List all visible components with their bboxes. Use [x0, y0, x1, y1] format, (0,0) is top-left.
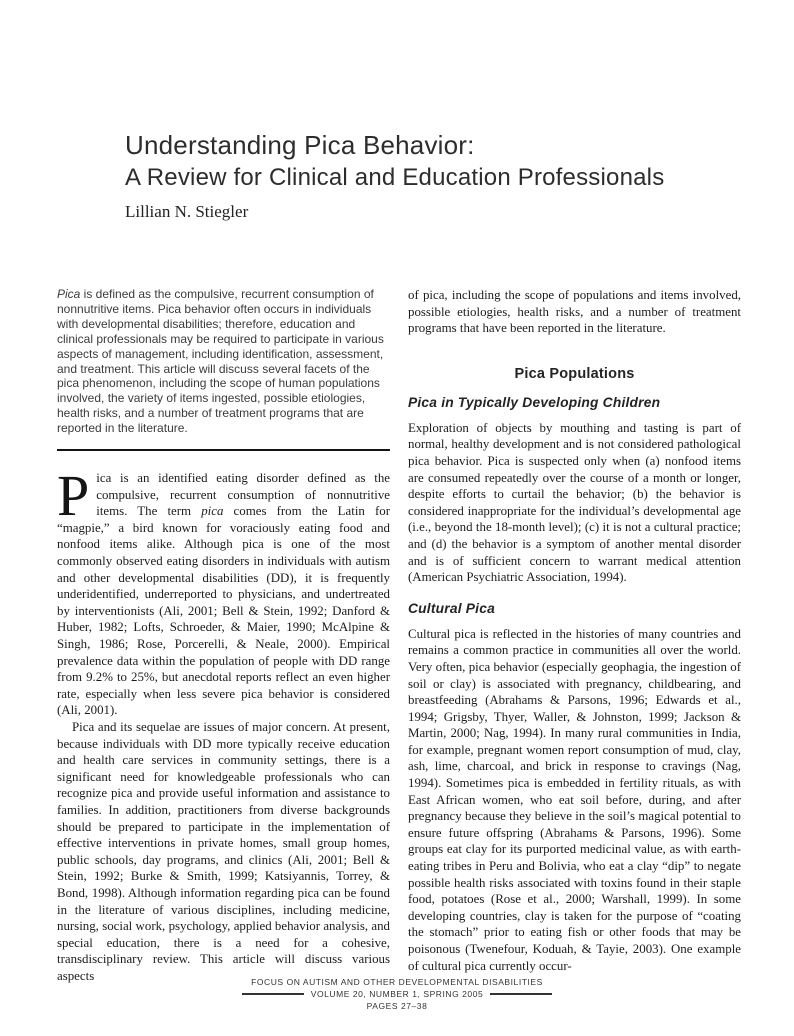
footer-pages: PAGES 27–38 [366, 1001, 428, 1011]
intro-paragraph-italic-term: pica [201, 504, 224, 519]
article-title-line1: Understanding Pica Behavior: [125, 130, 475, 160]
dropcap-letter: P [57, 463, 90, 529]
abstract-divider [57, 449, 390, 451]
second-paragraph: Pica and its sequelae are issues of major concern. At present, because individuals with DD more typically receive education and health care services in community settings, there is a significant need for knowledgeable professionals who can recognize pica and provide useful information and assistance to families. In addition, practitioners from diverse backgrounds should be prepared to participate in the implementation of effective interventions in private homes, small group homes, public schools, day programs, and clinics (Ali, 2001; Bell & Stein, 1992; Burke & Smith, 1999; Katsiyannis, Torrey, & Bond, 1998). Although information regarding pica can be found in the literature of various disciplines, including medicine, nursing, social work, psychology, applied behavior analysis, and special education, there is a need for a cohesive, transdisciplinary review. This article will discuss various aspects [57, 719, 390, 983]
footer-volume-line [0, 988, 794, 1000]
abstract-lead-word: Pica [57, 287, 81, 301]
cultural-pica-paragraph: Cultural pica is reflected in the histories of many countries and remains a common practice in communities all over the world. Very often, pica behavior (especially geophagia, the ingestion of soil or clay) is associated with pregnancy, childbearing, and breastfeeding (Abrahams & Parsons, 1996; Edwards et al., 1994; Grigsby, Thyer, Waller, & Johnston, 1999; Jackson & Martin, 2000; Nag, 1994). In many rural communities in India, for example, pregnant women report consumption of mud, clay, ash, lime, charcoal, and brick in response to cravings (Nag, 1994). Sometimes pica is embedded in fertility rituals, as with East African women, who eat soil before, during, and after pregnancy because they believe in the soil’s magical potential to ensure future offspring (Abrahams & Parsons, 1996). Some groups eat clay for its purported medicinal value, as with earth-eating tribes in Peru and Bolivia, who eat a clay “dip” to negate possible health risks associated with toxins found in their staple food, potatoes (Rose et al., 2000; Warshall, 1999). In some developing countries, clay is taken for the purpose of “coating the stomach” prior to eating fish or other foods that may be poisonous (Twenefour, Koduah, & Tayie, 2003). One example of cultural pica currently occur- [408, 626, 741, 973]
left-column [57, 287, 390, 984]
footer-volume-text: VOLUME 20, NUMBER 1, SPRING 2005 [310, 989, 484, 999]
journal-footer [0, 976, 794, 1012]
abstract [57, 287, 390, 436]
right-column [408, 287, 741, 984]
article-author: Lillian N. Stiegler [125, 202, 249, 221]
intro-paragraph-text-2: comes from the Latin for “magpie,” a bird known for voraciously eating food and nonfood items alike. Although pica is one of the most commonly observed eating disorders in individuals with autism and other developmental disabilities (DD), it is frequently underidentified, underreported to physicians, and undertreated by interventionists (Ali, 2001; Bell & Stein, 1992; Danford & Huber, 1982; Lofts, Schroeder, & Maier, 1990; McAlpine & Singh, 1986; Rose, Porcerelli, & Neale, 2000). Empirical prevalence data within the population of people with DD range from 9.2% to 25%, but anecdotal reports reflect an even higher rate, especially when less severe pica behavior is considered (Ali, 2001). [57, 504, 390, 718]
section-heading-pica-populations: Pica Populations [514, 365, 635, 382]
intro-paragraph [57, 463, 390, 719]
article-header [125, 129, 745, 222]
typically-developing-paragraph: Exploration of objects by mouthing and tasting is part of normal, healthy development and is not considered pathological pica behavior. Pica is suspected only when (a) nonfood items are consumed repeatedly over the course of a month or longer, despite efforts to curtail the behavior; (b) the behavior is considered inappropriate for the individual’s developmental age (i.e., beyond the 18-month level); (c) it is not a cultural practice; and (d) the behavior is a symptom of another mental disorder and is of sufficient concern to warrant medical attention (American Psychiatric Association, 1994). [408, 420, 741, 585]
subsection-heading-typically-developing: Pica in Typically Developing Children [408, 394, 661, 410]
continuation-paragraph: of pica, including the scope of populations and items involved, possible etiologies, health risks, and a number of treatment programs that have been reported in the literature. [408, 288, 741, 336]
abstract-text: is defined as the compulsive, recurrent consumption of nonnutritive items. Pica behavior often occurs in individuals with developmental disabilities; therefore, education and clinical professionals may be required to participate in various aspects of management, including identification, assessment, and treatment. This article will discuss several facets of the pica phenomenon, including the scope of human populations involved, the variety of items ingested, possible etiologies, health risks, and a number of treatment programs that are reported in the literature. [57, 287, 384, 436]
subsection-heading-cultural-pica: Cultural Pica [408, 600, 495, 616]
two-column-layout [57, 287, 741, 984]
footer-left-rule [242, 993, 304, 995]
footer-right-rule [490, 993, 552, 995]
article-title-line2: A Review for Clinical and Education Professionals [125, 164, 665, 191]
footer-journal-name: FOCUS ON AUTISM AND OTHER DEVELOPMENTAL DISABILITIES [251, 977, 543, 987]
intro-paragraph-text-1: ica is an identified eating disorder defined as the compulsive, recurrent consumption of nonnutritive items. The term [96, 471, 390, 519]
article-title [125, 129, 745, 193]
